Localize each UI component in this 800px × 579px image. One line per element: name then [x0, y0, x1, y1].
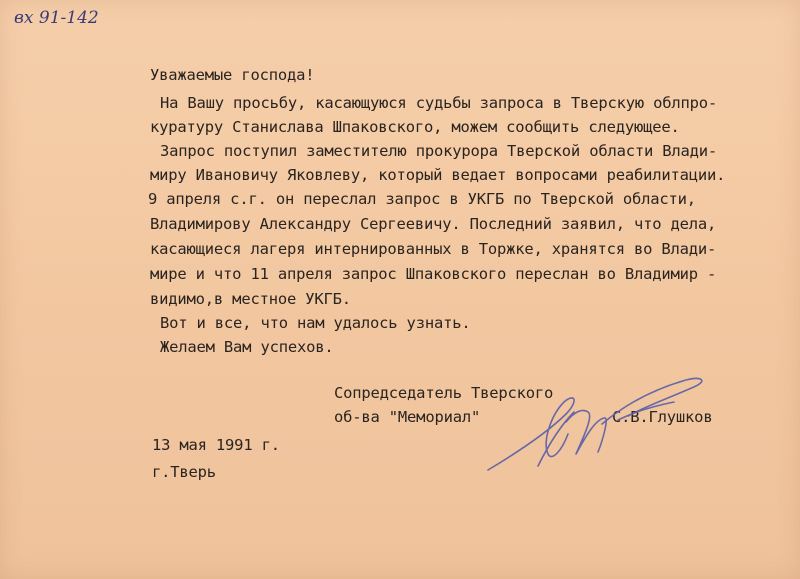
body-line-9: видимо,в местное УКГБ. [150, 290, 351, 308]
letter-date: 13 мая 1991 г. [152, 436, 280, 454]
body-line-10: Вот и все, что нам удалось узнать. [160, 314, 471, 332]
body-line-8: мире и что 11 апреля запрос Шпаковского переслан во Владимир - [150, 265, 717, 283]
body-line-7: касающиеся лагеря интернированных в Торжке, хранятся во Влади- [150, 240, 717, 258]
body-line-3: Запрос поступил заместителю прокурора Тверской области Влади- [160, 142, 718, 160]
signatory-name: С.В.Глушков [612, 408, 713, 426]
body-line-2: куратуру Станислава Шпаковского, можем сообщить следующее. [150, 118, 680, 136]
body-line-1: На Вашу просьбу, касающуюся судьбы запроса в Тверскую облпро- [160, 94, 718, 112]
body-line-11: Желаем Вам успехов. [160, 338, 334, 356]
signatory-title-line-2: об-ва "Мемориал" [334, 408, 481, 426]
greeting: Уважаемые господа! [150, 66, 315, 84]
body-line-4: миру Ивановичу Яковлеву, который ведает вопросами реабилитации. [150, 166, 726, 184]
handwritten-registration-note: вх 91-142 [14, 8, 99, 28]
handwritten-signature [478, 362, 718, 482]
letter-city: г.Тверь [152, 463, 216, 481]
body-line-5: 9 апреля с.г. он переслал запрос в УКГБ по Тверской области, [148, 190, 696, 208]
body-line-6: Владимирову Александру Сергеевичу. Последний заявил, что дела, [150, 215, 717, 233]
signatory-title-line-1: Сопредседатель Тверского [334, 384, 554, 402]
